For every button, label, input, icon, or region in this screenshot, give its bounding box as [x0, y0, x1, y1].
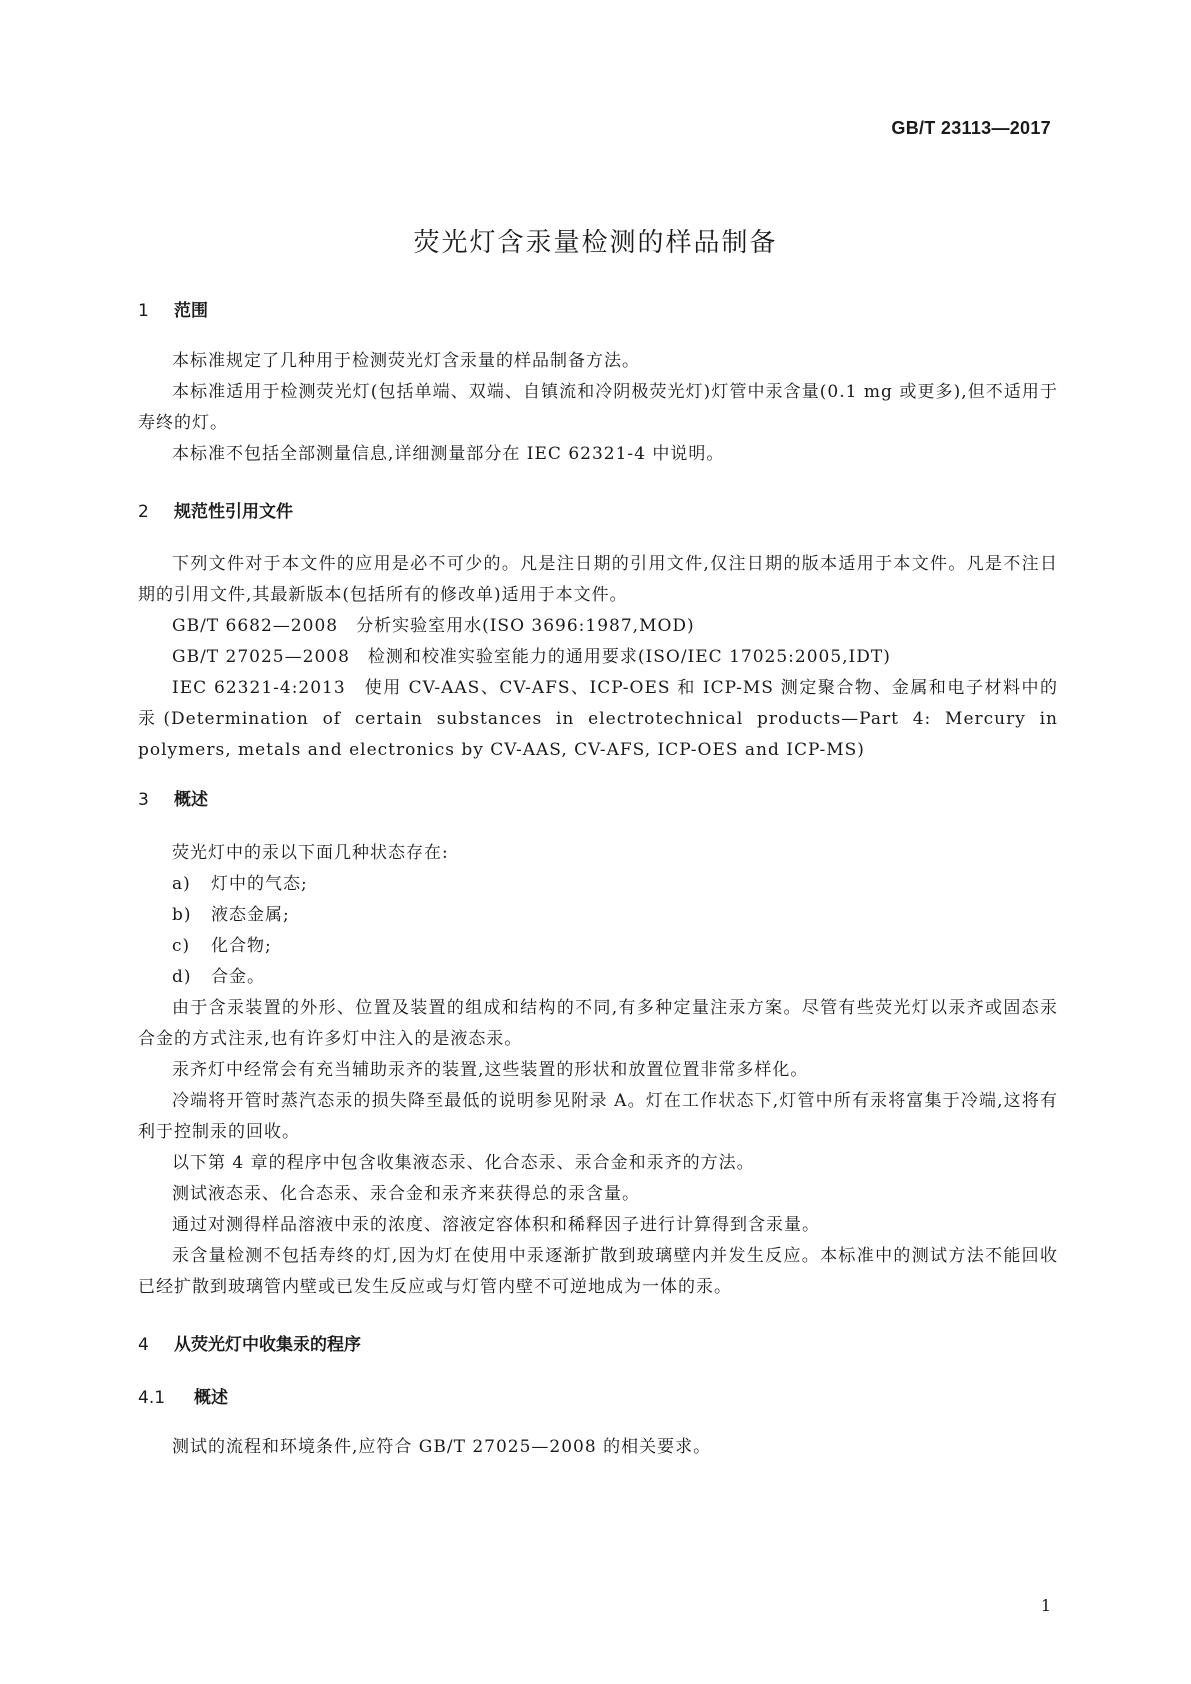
document-title: 荧光灯含汞量检测的样品制备: [413, 228, 778, 258]
paragraph: 冷端将开管时蒸汽态汞的损失降至最低的说明参见附录 A。灯在工作状态下,灯管中所有汞将富集于冷端,这将有利于控制汞的回收。: [138, 1091, 1058, 1142]
list-item-text: 化合物;: [211, 936, 272, 956]
paragraph: 本标准规定了几种用于检测荧光灯含汞量的样品制备方法。: [172, 351, 640, 371]
reference-entry: GB/T 27025—2008 检测和校准实验室能力的通用要求(ISO/IEC 17025:2005,IDT): [172, 647, 891, 667]
section-3-heading: [138, 785, 208, 810]
section-title: 规范性引用文件: [174, 502, 293, 522]
section-title: 范围: [174, 301, 208, 321]
paragraph: 下列文件对于本文件的应用是必不可少的。凡是注日期的引用文件,仅注日期的版本适用于本文件。凡是不注日期的引用文件,其最新版本(包括所有的修改单)适用于本文件。: [138, 554, 1058, 605]
paragraph: 由于含汞装置的外形、位置及装置的组成和结构的不同,有多种定量注汞方案。尽管有些荧光灯以汞齐或固态汞合金的方式注汞,也有许多灯中注入的是液态汞。: [138, 998, 1058, 1049]
subsection-title: 概述: [194, 1388, 228, 1408]
paragraph: 测试液态汞、化合态汞、汞合金和汞齐来获得总的汞含量。: [172, 1184, 640, 1204]
paragraph: 测试的流程和环境条件,应符合 GB/T 27025—2008 的相关要求。: [172, 1437, 712, 1457]
paragraph: 荧光灯中的汞以下面几种状态存在:: [172, 843, 449, 863]
paragraph: 本标准不包括全部测量信息,详细测量部分在 IEC 62321-4 中说明。: [172, 444, 725, 464]
paragraph: 汞含量检测不包括寿终的灯,因为灯在使用中汞逐渐扩散到玻璃壁内并发生反应。本标准中的测试方法不能回收已经扩散到玻璃管内壁或已发生反应或与灯管内壁不可逆地成为一体的汞。: [138, 1246, 1058, 1297]
list-item-text: 合金。: [211, 967, 265, 987]
section-number: 4: [138, 1335, 149, 1355]
section-title: 概述: [174, 790, 208, 810]
list-item-text: 灯中的气态;: [211, 874, 308, 894]
paragraph: 汞齐灯中经常会有充当辅助汞齐的装置,这些装置的形状和放置位置非常多样化。: [172, 1060, 809, 1080]
list-item: [172, 869, 308, 900]
section-number: 1: [138, 301, 149, 321]
section-number: 3: [138, 790, 149, 810]
list-item-label: a): [172, 874, 191, 894]
paragraph: 以下第 4 章的程序中包含收集液态汞、化合态汞、汞合金和汞齐的方法。: [172, 1153, 755, 1173]
page-number: 1: [1040, 1596, 1051, 1615]
standard-code: GB/T 23113—2017: [891, 118, 1051, 138]
list-item-label: d): [172, 967, 192, 987]
subsection-4-1-heading: [138, 1383, 228, 1408]
section-title: 从荧光灯中收集汞的程序: [174, 1335, 361, 1355]
paragraph: 通过对测得样品溶液中汞的浓度、溶液定容体积和稀释因子进行计算得到含汞量。: [172, 1215, 820, 1235]
section-4-heading: [138, 1330, 361, 1355]
list-item: [172, 931, 272, 962]
section-1-heading: [138, 296, 208, 321]
list-item: [172, 900, 290, 931]
subsection-number: 4.1: [138, 1388, 166, 1408]
section-number: 2: [138, 502, 149, 522]
list-item-label: c): [172, 936, 191, 956]
list-item: [172, 962, 265, 993]
reference-entry: GB/T 6682—2008 分析实验室用水(ISO 3696:1987,MOD): [172, 616, 695, 636]
list-item-text: 液态金属;: [211, 905, 290, 925]
section-2-heading: [138, 497, 293, 522]
list-item-label: b): [172, 905, 192, 925]
paragraph: 本标准适用于检测荧光灯(包括单端、双端、自镇流和冷阴极荧光灯)灯管中汞含量(0.1 mg 或更多),但不适用于寿终的灯。: [138, 382, 1058, 433]
reference-entry: IEC 62321-4:2013 使用 CV-AAS、CV-AFS、ICP-OES 和 ICP-MS 测定聚合物、金属和电子材料中的汞(Determination of certain substances in electrotechnical products—Part 4: Mercury in polymers, metals and electronics by CV-AAS, CV-AFS, ICP-OES and ICP-MS): [138, 678, 1058, 760]
